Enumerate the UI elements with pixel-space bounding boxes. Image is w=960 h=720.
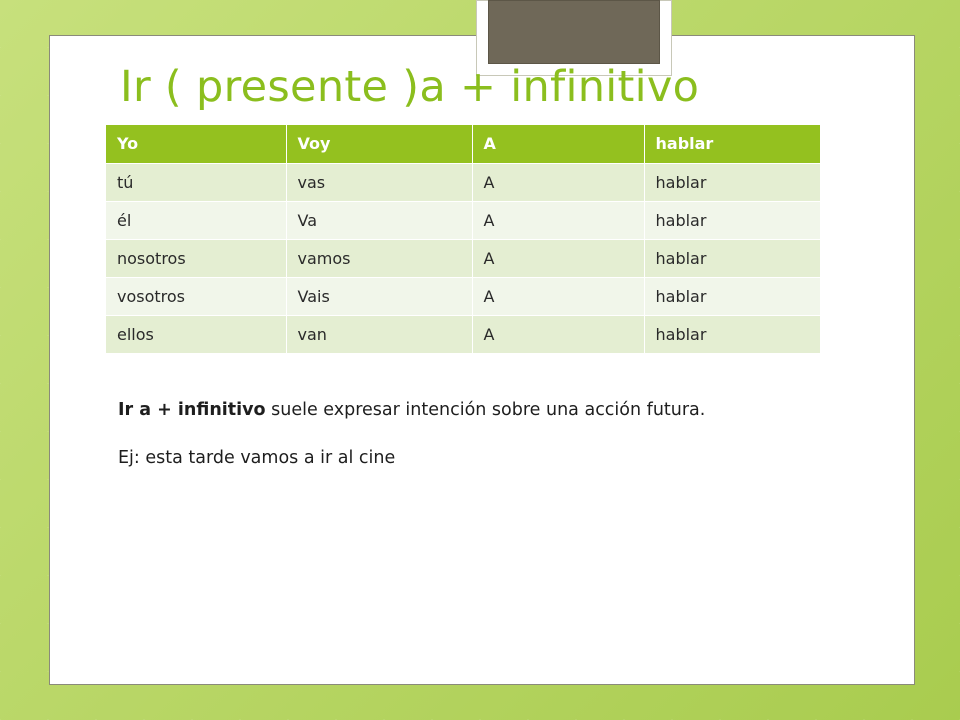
table-row <box>106 277 820 315</box>
table-cell: A <box>472 163 644 201</box>
header-cell: Yo <box>106 125 286 163</box>
header-cell: A <box>472 125 644 163</box>
conjugation-table <box>106 125 821 354</box>
table-cell: hablar <box>644 277 820 315</box>
table-cell: hablar <box>644 239 820 277</box>
table-cell: Vais <box>286 277 472 315</box>
table-cell: hablar <box>644 163 820 201</box>
table-cell: vamos <box>286 239 472 277</box>
header-cell: hablar <box>644 125 820 163</box>
table-cell: A <box>472 239 644 277</box>
table-cell: hablar <box>644 315 820 353</box>
bold-phrase: Ir a + infinitivo <box>118 400 266 420</box>
table-cell: A <box>472 201 644 239</box>
table-cell: vas <box>286 163 472 201</box>
table-cell: nosotros <box>106 239 286 277</box>
explanation-text <box>118 397 818 471</box>
table-cell: ellos <box>106 315 286 353</box>
explanation-paragraph <box>118 397 818 423</box>
table-row <box>106 201 820 239</box>
table-cell: tú <box>106 163 286 201</box>
header-cell: Voy <box>286 125 472 163</box>
slide-title: Ir ( presente )a + infinitivo <box>120 62 700 112</box>
table-cell: van <box>286 315 472 353</box>
table-cell: Va <box>286 201 472 239</box>
table-header-row <box>106 125 820 163</box>
spacer <box>118 423 818 445</box>
table-row <box>106 315 820 353</box>
table-cell: A <box>472 315 644 353</box>
explanation-rest: suele expresar intención sobre una acción futura. <box>265 400 706 420</box>
table-cell: vosotros <box>106 277 286 315</box>
table-row <box>106 163 820 201</box>
decorative-tab-block <box>488 0 660 64</box>
example-sentence: Ej: esta tarde vamos a ir al cine <box>118 448 396 468</box>
table-cell: hablar <box>644 201 820 239</box>
table-row <box>106 239 820 277</box>
table-cell: él <box>106 201 286 239</box>
table-cell: A <box>472 277 644 315</box>
